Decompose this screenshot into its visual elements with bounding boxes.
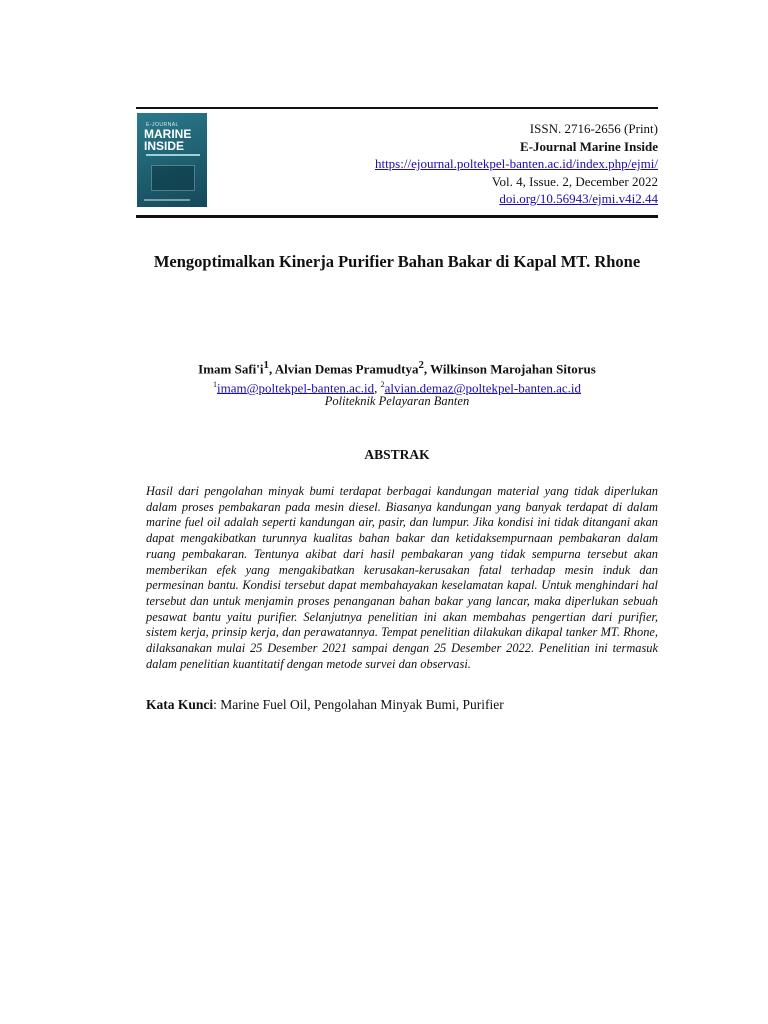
journal-name: E-Journal Marine Inside [520,138,658,154]
cover-title-line-1: MARINE [144,127,192,141]
author-name: Alvian Demas Pramudtya [274,361,419,377]
cover-ship-graphic [151,165,195,191]
keywords [146,696,658,713]
journal-cover-image [137,113,207,207]
header-bottom-rule [136,215,658,218]
author-separator: , [423,361,431,377]
header-top-rule [136,107,658,109]
journal-url-link[interactable]: https://ejournal.poltekpel-banten.ac.id/index.php/ejmi/ [374,156,658,171]
abstract-heading: ABSTRAK [364,447,430,462]
cover-decoration-bar [146,154,200,156]
article-title: Mengoptimalkan Kinerja Purifier Bahan Bakar di Kapal MT. Rhone [153,252,641,271]
abstract-text: Hasil dari pengolahan minyak bumi terdapat berbagai kandungan material yang tidak diperlukan dalam proses pembakaran pada mesin diesel. Biasanya kandungan yang banyak terdapat di dalam marine fuel oil adalah seperti kandungan air, pasir, dan lumpur. Jika kondisi ini tidak ditangani akan dapat mengakibatkan turunnya kualitas bahan bakar dan ketidaksempurnaan pembakaran dalam ruang pembakaran. Tentunya akibat dari hasil pembakaran yang tidak sempurna tersebut akan memberikan efek yang mengakibatkan kerusakan-kerusakan fatal terhadap mesin induk dan permesinan bantu. Kondisi tersebut dapat membahayakan keselamatan kapal. Untuk menghindari hal tersebut dan untuk menjamin proses penanganan bahan bakar yang lancar, maka diperlukan sebuah pesawat bantu yaitu purifier. Selanjutnya penelitian ini akan membahas pengertian dari purifier, sistem kerja, prinsip kerja, dan perawatannya. Tempat penelitian dilakukan dikapal tanker MT. Rhone, dilaksanakan mulai 25 Desember 2021 sampai dengan 25 Desember 2022. Penelitian ini termasuk dalam penelitian kuantitatif dengan metode survei dan observasi. [146,484,658,671]
volume-issue: Vol. 4, Issue. 2, December 2022 [491,173,658,189]
email-link-2[interactable]: alvian.demaz@poltekpel-banten.ac.id [384,380,581,396]
journal-header [238,120,658,208]
affiliation: Politeknik Pelayaran Banten [324,394,470,408]
doi-link[interactable]: doi.org/10.56943/ejmi.v4i2.44 [499,191,658,206]
email-link-1[interactable]: imam@poltekpel-banten.ac.id [216,380,375,396]
keywords-list: : Marine Fuel Oil, Pengolahan Minyak Bumi, Purifier [213,697,504,712]
author-list [136,357,658,377]
author-separator: , [268,361,275,377]
author-name: Wilkinson Marojahan Sitorus [430,361,596,377]
email-separator: , [374,380,381,396]
email-number: 1 [212,380,217,389]
email-number: 2 [380,380,385,389]
cover-footer-bar [144,199,190,201]
keywords-label: Kata Kunci [146,697,214,712]
issn: ISSN. 2716-2656 (Print) [529,121,658,136]
author-affiliation-number: 1 [263,359,269,371]
cover-title-line-2: INSIDE [144,139,185,153]
author-name: Imam Safi'i [198,361,264,377]
author-affiliation-number: 2 [418,359,424,371]
cover-small-text: E-JOURNAL [146,122,179,128]
